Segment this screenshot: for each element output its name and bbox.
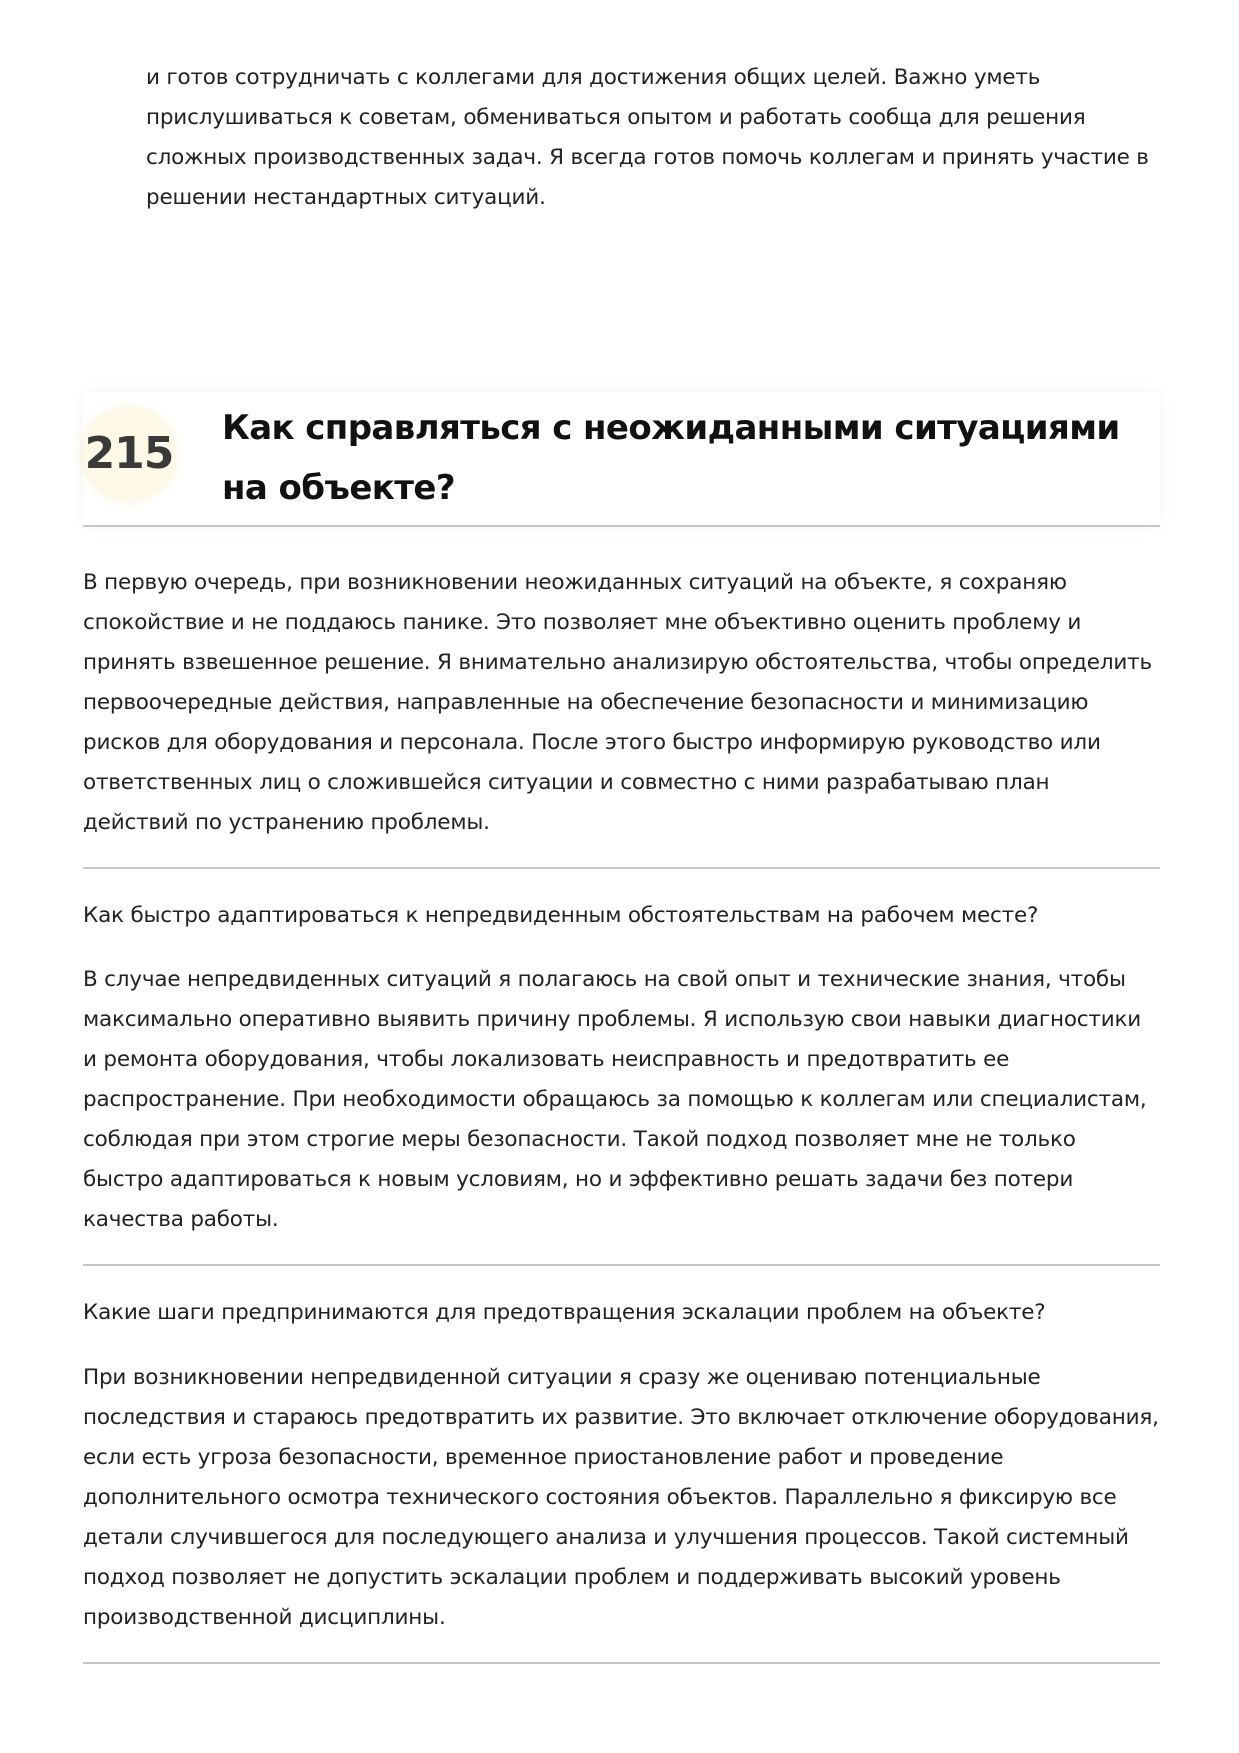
answer-paragraph: В первую очередь, при возникновении неожиданных ситуаций на объекте, я сохраняю спокойствие и не поддаюсь панике. Это позволяет мне объективно оценить проблему и принять взвешенное решение. Я внимательно анализирую обстоятельства, чтобы определить первоочередные действия, направленные на обеспечение безопасности и минимизацию рисков для оборудования и персонала. После этого быстро информирую руководство или ответственных лиц о сложившейся ситуации и совместно с ними разрабатываю план действий по устранению проблемы. [83, 570, 1152, 835]
question-number-badge: 215 [83, 408, 175, 500]
question-header [83, 392, 1160, 527]
answer-block [83, 563, 1160, 843]
intro-paragraph: и готов сотрудничать с коллегами для достижения общих целей. Важно уметь прислушиваться к советам, обмениваться опытом и работать сообща для решения сложных производственных задач. Я всегда готов помочь коллегам и принять участие в решении нестандартных ситуаций. [146, 65, 1149, 210]
followup-answer: В случае непредвиденных ситуаций я полагаюсь на свой опыт и технические знания, чтобы максимально оперативно выявить причину проблемы. Я использую свои навыки диагностики и ремонта оборудования, чтобы локализовать неисправность и предотвратить ее распространение. При необходимости обращаюсь за помощью к коллегам или специалистам, соблюдая при этом строгие меры безопасности. Такой подход позволяет мне не только быстро адаптироваться к новым условиям, но и эффективно решать задачи без потери качества работы. [83, 967, 1147, 1232]
followup-answer-block-1 [83, 960, 1160, 1240]
question-title: Как справляться с неожиданными ситуациями на объекте? [222, 408, 1120, 508]
divider [83, 867, 1160, 869]
followup-answer: При возникновении непредвиденной ситуации я сразу же оцениваю потенциальные последствия и стараюсь предотвратить их развитие. Это включает отключение оборудования, если есть угроза безопасности, временное приостановление работ и проведение дополнительного осмотра технического состояния объектов. Параллельно я фиксирую все детали случившегося для последующего анализа и улучшения процессов. Такой системный подход позволяет не допустить эскалации проблем и поддерживать высокий уровень производственной дисциплины. [83, 1365, 1159, 1630]
divider [83, 1264, 1160, 1266]
followup-question: Какие шаги предпринимаются для предотвращения эскалации проблем на объекте? [83, 1300, 1046, 1325]
followup-question: Как быстро адаптироваться к непредвиденным обстоятельствам на рабочем месте? [83, 903, 1039, 928]
followup-block-2 [83, 1293, 1160, 1333]
followup-answer-block-2 [83, 1358, 1160, 1638]
divider [83, 1662, 1160, 1664]
followup-block-1 [83, 896, 1160, 936]
